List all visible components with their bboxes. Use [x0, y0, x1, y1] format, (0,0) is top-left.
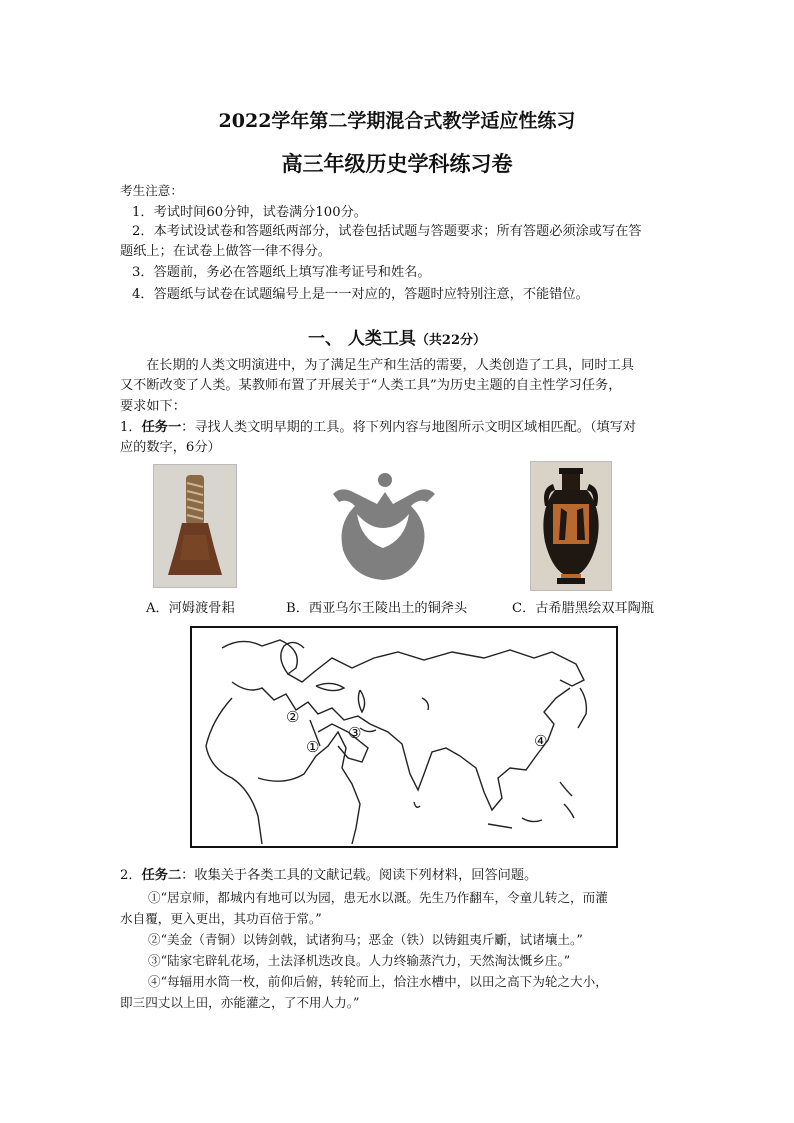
q2-number: 2． [120, 868, 142, 883]
world-map [190, 626, 618, 848]
axe-head-image [327, 464, 439, 590]
q2-task-label: 任务二 [141, 868, 182, 883]
marker-1: ① [306, 738, 320, 756]
caption-b: B．西亚乌尔王陵出土的铜斧头 [286, 601, 468, 616]
q1-text-cont: 应的数字，6分） [120, 440, 221, 455]
material-4-cont: 即三四丈以上田，亦能灌之，了不用人力。” [120, 995, 360, 1010]
q1-task-label: 任务一 [141, 420, 182, 435]
map-outline [192, 628, 616, 846]
q1-text: ：寻找人类文明早期的工具。将下列内容与地图所示文明区域相匹配。（填写对 [181, 420, 637, 435]
notice-item: 4．答题纸与试卷在试题编号上是一一对应的，答题时应特别注意，不能错位。 [132, 287, 589, 302]
intro-line: 在长期的人类文明演进中，为了满足生产和生活的需要，人类创造了工具，同时工具 [146, 358, 634, 373]
section-title [0, 324, 794, 349]
material-4: ④“每辐用水筒一枚，前仰后俯，转轮而上，恰注水槽中，以田之高下为轮之大小， [148, 974, 608, 989]
notice-heading: 考生注意： [120, 183, 183, 198]
bone-spade-image [154, 465, 236, 587]
marker-4: ④ [534, 732, 548, 750]
marker-2: ② [286, 708, 300, 726]
intro-line: 又不断改变了人类。某教师布置了开展关于“人类工具”为历史主题的自主性学习任务， [120, 378, 622, 393]
section-title-text: 一、 人类工具 [307, 329, 416, 349]
notice-item: 题纸上；在试卷上做答一律不得分。 [120, 244, 331, 259]
axe-head-photo [327, 464, 439, 590]
intro-line: 要求如下： [120, 399, 186, 414]
exam-title: 2022学年第二学期混合式教学适应性练习 [218, 110, 576, 132]
marker-3: ③ [348, 724, 362, 742]
material-3: ③“陆家宅辟轧花场，土法泽机迭改良。人力终输蒸汽力，天然淘汰慨乡庄。” [148, 953, 571, 968]
material-1-cont: 水自覆，更入更出，其功百倍于常。” [120, 911, 322, 926]
amphora-image [531, 462, 611, 590]
amphora-photo [530, 461, 612, 591]
caption-a: A．河姆渡骨耜 [146, 601, 235, 616]
question-1 [120, 418, 636, 438]
notice-item: 3．答题前，务必在答题纸上填写准考证号和姓名。 [132, 265, 431, 280]
exam-subtitle: 高三年级历史学科练习卷 [281, 151, 513, 176]
material-2: ②“美金（青铜）以铸剑戟，试诸狗马；恶金（铁）以铸鉏夷斤斸，试诸壤土。” [148, 932, 583, 947]
q2-text: ：收集关于各类工具的文献记载。阅读下列材料，回答问题。 [181, 868, 538, 883]
caption-c: C．古希腊黑绘双耳陶瓶 [512, 601, 654, 616]
section-score: （共22分） [415, 333, 486, 348]
bone-spade-photo [153, 464, 237, 588]
material-1: ①“居京师，都城内有地可以为园，患无水以溉。先生乃作翻车，令童儿转之，而灌 [148, 890, 608, 905]
q1-number: 1． [120, 420, 142, 435]
question-2 [120, 866, 537, 886]
notice-item: 2．本考试设试卷和答题纸两部分，试卷包括试题与答题要求；所有答题必须涂或写在答 [132, 224, 642, 239]
notice-item: 1．考试时间60分钟，试卷满分100分。 [132, 205, 367, 220]
